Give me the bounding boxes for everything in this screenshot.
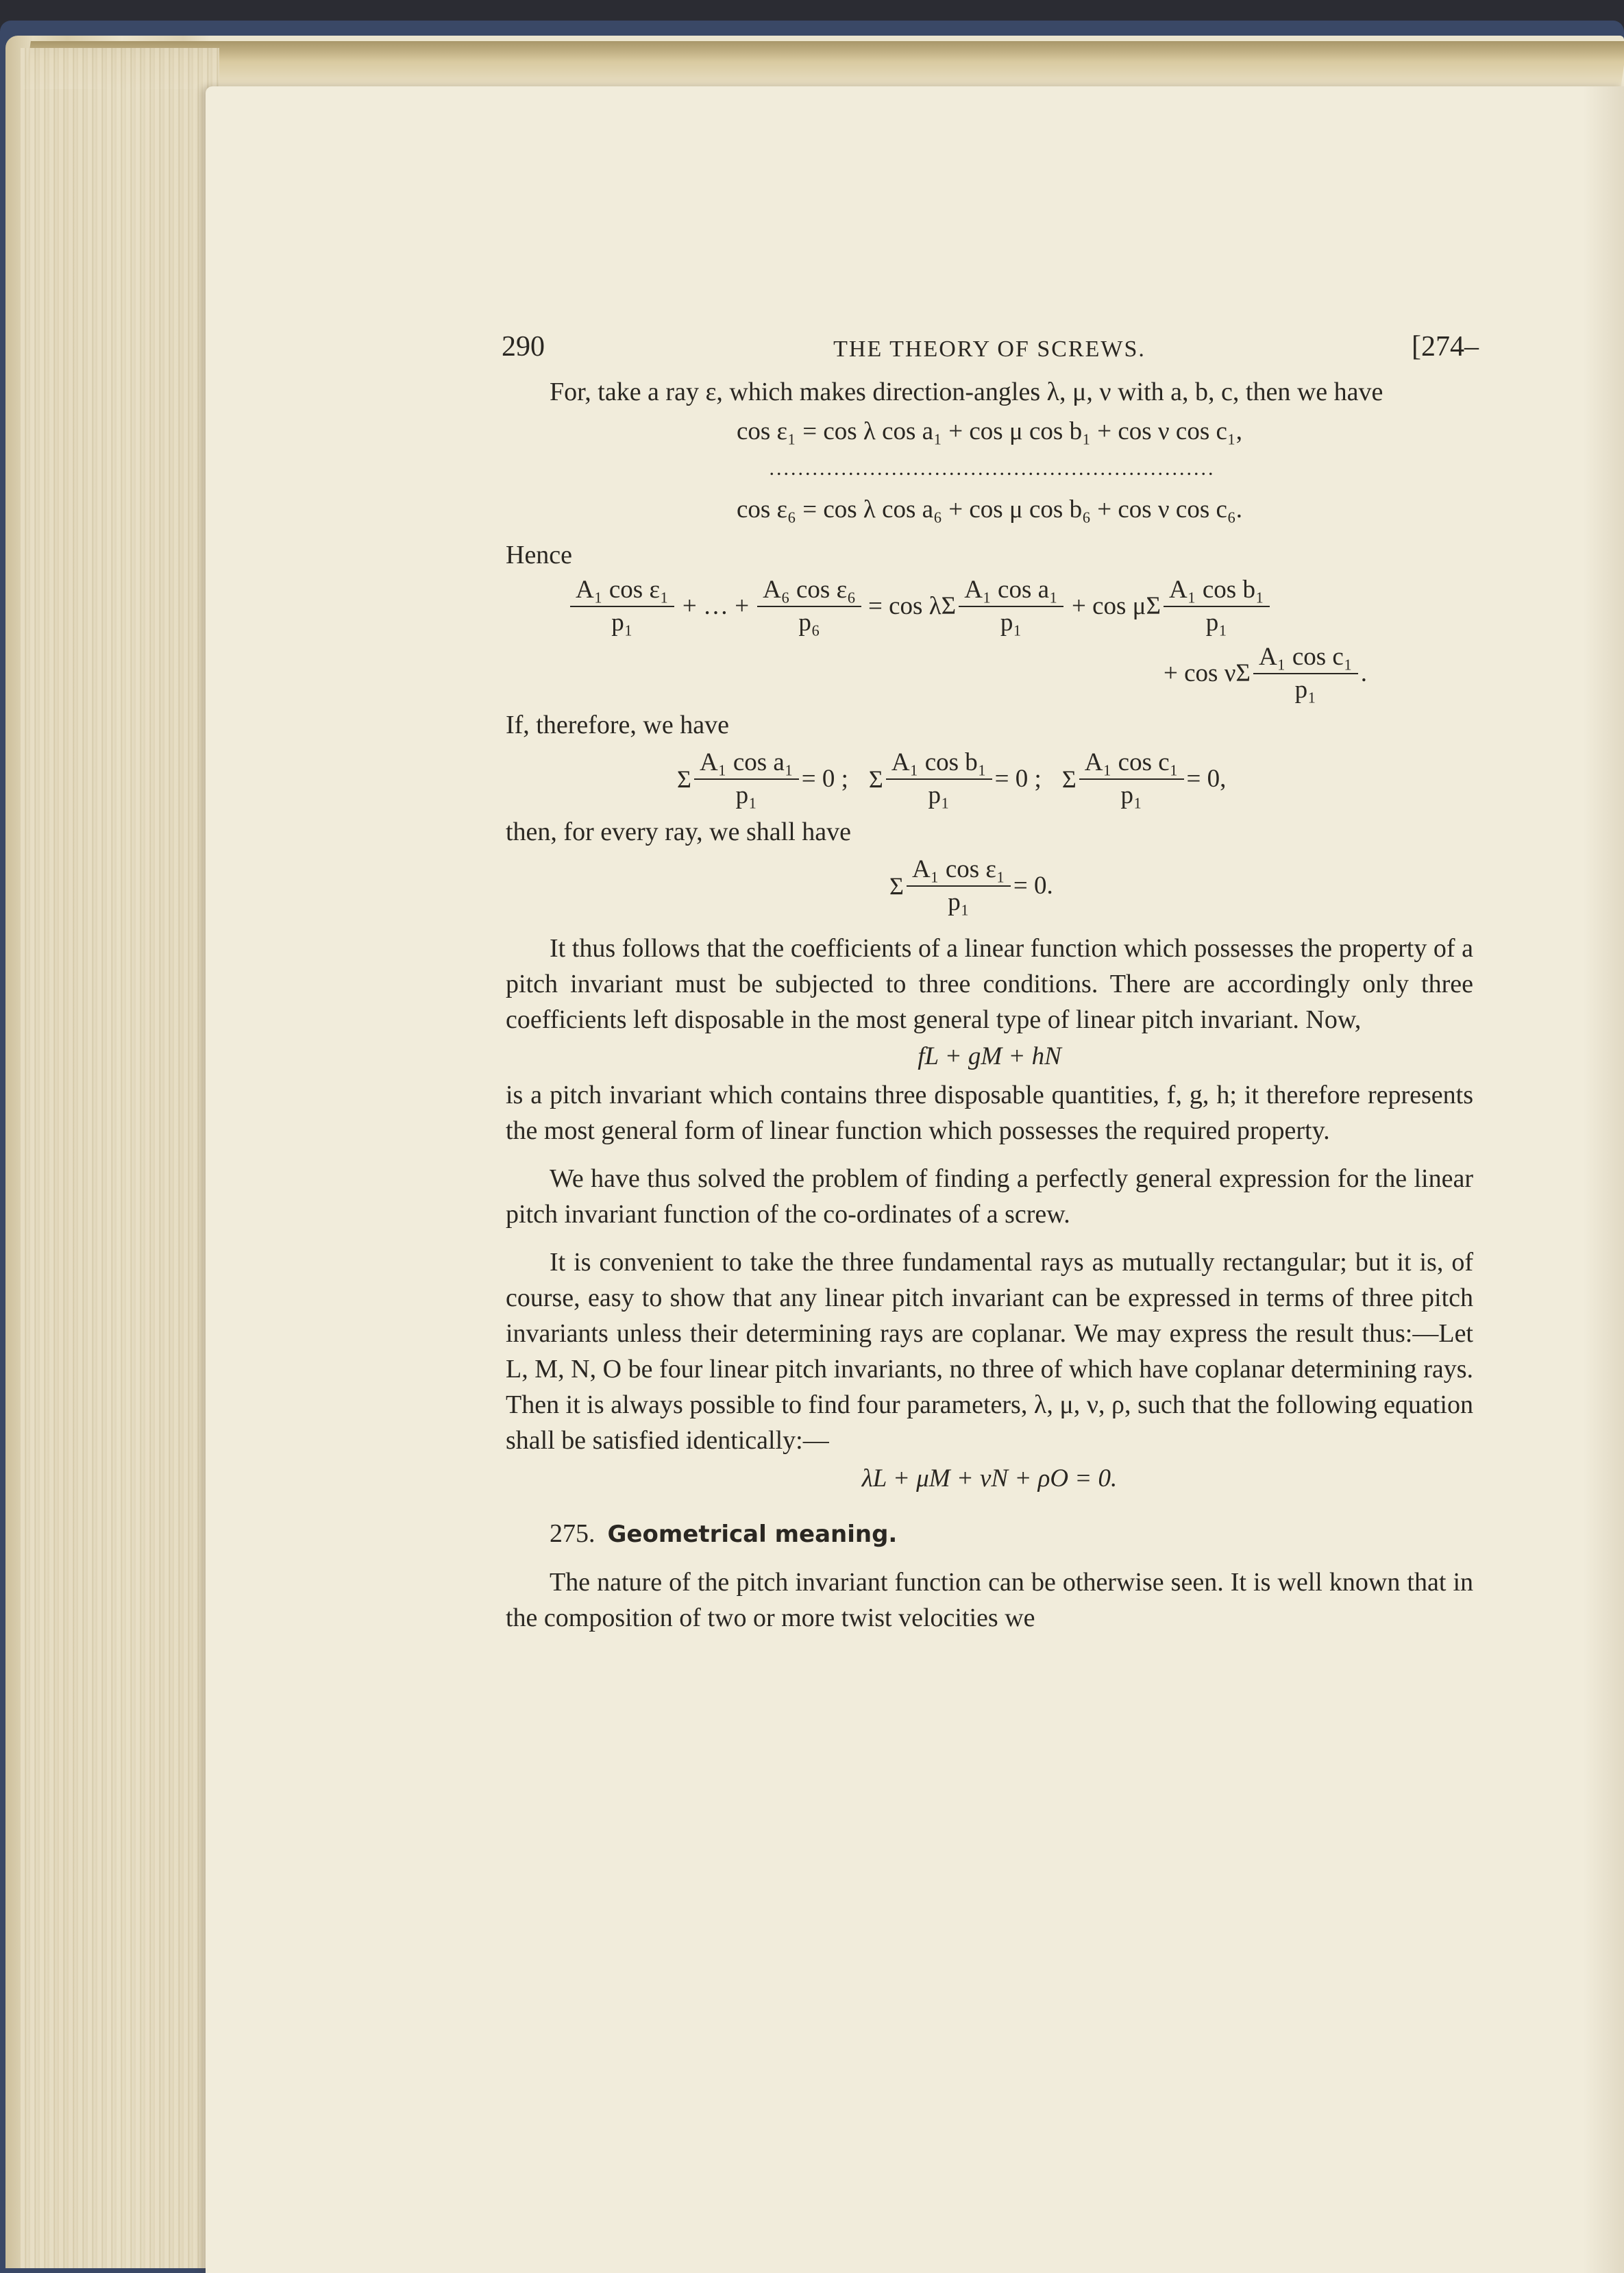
paragraph-nature: The nature of the pitch invariant function can be otherwise seen. It is well known that in the composition of two or more twist velocities we [506, 1568, 1473, 1632]
fraction-denominator: p₁ [948, 888, 970, 916]
fraction-a1-cos-b1 [1164, 574, 1270, 639]
equation-sum-expansion [567, 574, 1473, 639]
fraction-numerator: A₁ cos ε₁ [570, 574, 674, 607]
equals-cos-lambda-sigma: = cos λΣ [868, 592, 957, 620]
fraction-denominator: p₁ [1294, 676, 1317, 704]
page-leaves [21, 48, 219, 2268]
equation-period: . [1360, 659, 1367, 687]
fraction-denominator: p₁ [735, 781, 758, 809]
fraction-denominator: p₁ [611, 609, 633, 637]
sigma-symbol: Σ [677, 765, 691, 793]
running-title: THE THEORY OF SCREWS. [833, 336, 1146, 362]
fraction-numerator: A₁ cos c₁ [1079, 747, 1184, 780]
sigma-symbol: Σ [1061, 765, 1076, 793]
fraction-numerator: A₁ cos b₁ [886, 747, 992, 780]
fraction-condition-c [1079, 747, 1184, 811]
fraction-condition-a [694, 747, 799, 811]
equation-fL-gM-hN [506, 1039, 1473, 1074]
section-marker: [274– [1412, 331, 1479, 363]
section-heading [550, 1516, 1473, 1552]
fraction-numerator: A₁ cos a₁ [694, 747, 799, 780]
equals-zero: = 0 ; [801, 765, 848, 793]
fraction-denominator: p₆ [798, 609, 820, 637]
equation-text: λL + μM + νN + ρO = 0. [861, 1464, 1118, 1492]
label-if-therefore: If, therefore, we have [506, 711, 729, 739]
equation-lambda-L [506, 1461, 1473, 1497]
sigma-symbol: Σ [868, 765, 883, 793]
page-number: 290 [502, 331, 545, 363]
page-top-edge [24, 41, 1624, 89]
fraction-numerator: A₆ cos ε₆ [757, 574, 861, 607]
equation-cos-eps6: cos ε₆ = cos λ cos a₆ + cos μ cos b₆ + cos ν cos c₆. [736, 495, 1243, 524]
paragraph-follows: It thus follows that the coefficients of a linear function which possesses the property of a pitch invariant must be subjected to three conditions. There are accordingly only three coefficients left disposable in the most general type of linear pitch invariant. Now, [506, 934, 1473, 1034]
equation-conditions [677, 747, 1473, 811]
label-hence: Hence [506, 541, 573, 569]
equation-sum-expansion-cont [1164, 641, 1473, 706]
paragraph-invariant: is a pitch invariant which contains three disposable quantities, f, g, h; it therefore represents the most general form of linear function which possesses the required property. [506, 1081, 1473, 1145]
section-title: Geometrical meaning. [607, 1521, 898, 1548]
fraction-denominator: p₁ [1000, 609, 1022, 637]
plus-ellipsis: + … + [682, 592, 750, 620]
fraction-numerator: A₁ cos b₁ [1164, 574, 1270, 607]
equals-zero: = 0 ; [994, 765, 1042, 793]
fraction-a1-cos-eps1-result [907, 854, 1011, 918]
plus-cos-mu-sigma: + cos μΣ [1071, 592, 1161, 620]
equals-zero: = 0, [1186, 765, 1227, 793]
equals-zero: = 0. [1013, 872, 1053, 900]
fraction-numerator: A₁ cos c₁ [1253, 641, 1358, 674]
fraction-numerator: A₁ cos a₁ [959, 574, 1063, 607]
fraction-a1-cos-a1 [959, 574, 1063, 639]
page-text-block [502, 322, 1479, 1636]
paragraph-ray: For, take a ray ε, which makes direction-angles λ, μ, ν with a, b, c, then we have [550, 378, 1383, 406]
fraction-denominator: p₁ [928, 781, 950, 809]
label-then: then, for every ray, we shall have [506, 818, 851, 846]
paragraph-solved: We have thus solved the problem of finding a perfectly general expression for the linear pitch invariant function of the co-ordinates of a screw. [506, 1164, 1473, 1229]
sigma-symbol: Σ [889, 872, 904, 900]
equation-result [889, 854, 1473, 918]
section-number: 275. [550, 1519, 595, 1548]
fraction-numerator: A₁ cos ε₁ [907, 854, 1011, 887]
fraction-a1-cos-c1 [1253, 641, 1358, 706]
fraction-a1-cos-eps1 [570, 574, 674, 639]
fraction-denominator: p₁ [1120, 781, 1142, 809]
equation-ellipsis: .............................................................. [769, 457, 1216, 480]
paragraph-convenient: It is convenient to take the three fundamental rays as mutually rectangular; but it is, of course, easy to show that any linear pitch invariant can be expressed in terms of three pitch invariants unless their determining rays are coplanar. We may express the result thus:—Let L, M, N, O be four linear pitch invariants, no three of which have coplanar determining rays. Then it is always possible to find four parameters, λ, μ, ν, ρ, such that the following equation shall be satisfied identically:— [506, 1248, 1473, 1455]
plus-cos-nu-sigma: + cos νΣ [1164, 659, 1251, 687]
running-head [502, 329, 1479, 370]
equation-text: fL + gM + hN [918, 1042, 1061, 1070]
equation-cos-eps1: cos ε₁ = cos λ cos a₁ + cos μ cos b₁ + cos ν cos c₁, [736, 417, 1243, 445]
fraction-a6-cos-eps6 [757, 574, 861, 639]
fraction-denominator: p₁ [1205, 609, 1228, 637]
fraction-condition-b [886, 747, 992, 811]
